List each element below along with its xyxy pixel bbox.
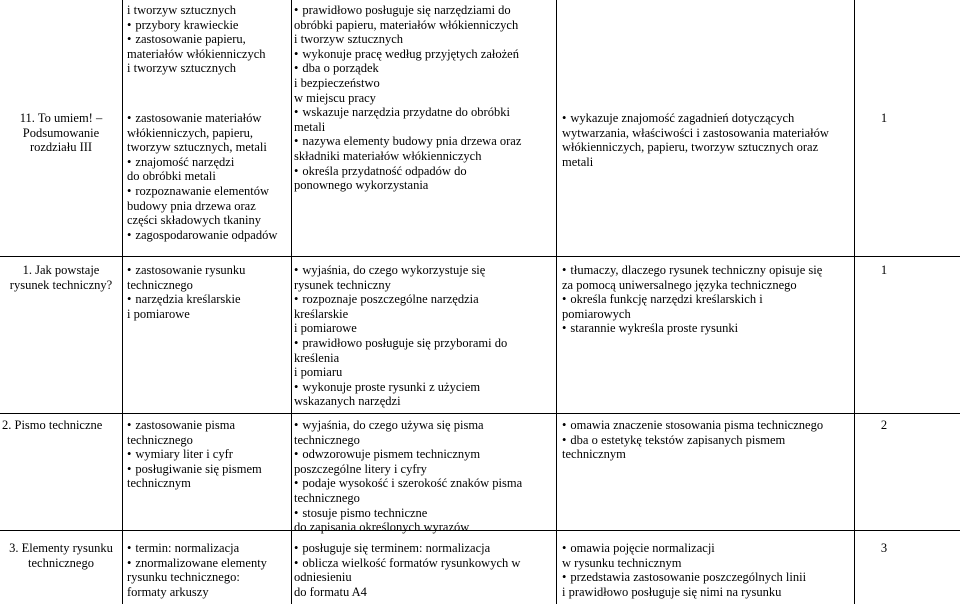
topic-line: 1. Jak powstaje	[22, 263, 100, 277]
bullet-item: • prawidłowo posługuje się narzędziami do	[294, 3, 521, 18]
bullet-item: • określa przydatność odpadów do	[294, 164, 521, 179]
content-cell	[127, 111, 277, 242]
bullet-item: • posługiwanie się pismem	[127, 462, 262, 477]
topic-line: Podsumowanie	[22, 125, 100, 140]
bullet-item: • wykazuje znajomość zagadnień dotyczących	[562, 111, 829, 126]
bullet-item: • znormalizowane elementy	[127, 556, 267, 571]
bullet-continuation: w rysunku technicznym	[562, 555, 682, 570]
basic-requirements-cell	[294, 263, 507, 409]
bullet-continuation: formaty arkuszy	[127, 584, 209, 599]
bullet-continuation: części składowych tkaniny	[127, 213, 261, 228]
bullet-item: • przybory krawieckie	[127, 18, 266, 33]
column-divider	[556, 0, 557, 604]
bullet-continuation: do formatu A4	[294, 584, 367, 599]
bullet-continuation: kreślenia	[294, 350, 340, 365]
basic-requirements-cell	[294, 418, 522, 535]
bullet-item: • omawia pojęcie normalizacji	[562, 541, 806, 556]
bullet-item: • zagospodarowanie odpadów	[127, 228, 277, 243]
bullet-item: • określa funkcję narzędzi kreślarskich i	[562, 292, 822, 307]
bullet-continuation: za pomocą uniwersalnego języka technicznego	[562, 277, 797, 292]
bullet-item: • narzędzia kreślarskie	[127, 292, 245, 307]
bullet-item: • rozpoznaje poszczególne narzędzia	[294, 292, 507, 307]
bullet-item: • wykonuje proste rysunki z użyciem	[294, 380, 507, 395]
bullet-continuation: i tworzyw sztucznych	[127, 3, 236, 17]
topic-cell	[2, 418, 102, 433]
row-divider	[0, 256, 960, 257]
topic-line: 2. Pismo techniczne	[2, 418, 103, 432]
bullet-continuation: włókienniczych, papieru,	[127, 125, 253, 140]
bullet-item: • stosuje pismo techniczne	[294, 506, 522, 521]
bullet-continuation: technicznym	[562, 447, 626, 462]
bullet-item: • dba o estetykę tekstów zapisanych pismem	[562, 433, 823, 448]
column-divider	[291, 0, 292, 604]
bullet-item: • wyjaśnia, do czego używa się pisma	[294, 418, 522, 433]
bullet-continuation: do zapisania określonych wyrazów	[294, 520, 470, 535]
bullet-continuation: materiałów włókienniczych	[127, 46, 266, 61]
bullet-item: • znajomość narzędzi	[127, 155, 277, 170]
bullet-item: • omawia znaczenie stosowania pisma technicznego	[562, 418, 823, 433]
bullet-continuation: i tworzyw sztucznych	[127, 61, 236, 76]
bullet-continuation: i bezpieczeństwo	[294, 75, 380, 90]
bullet-item: • wskazuje narzędzia przydatne do obróbki	[294, 105, 521, 120]
bullet-continuation: ponownego wykorzystania	[294, 178, 429, 193]
topic-cell	[0, 263, 122, 292]
extended-requirements-cell	[562, 418, 823, 462]
hours-value: 1	[880, 263, 888, 277]
column-divider	[122, 0, 123, 604]
bullet-continuation: tworzyw sztucznych, metali	[127, 140, 267, 155]
extended-requirements-cell	[562, 263, 822, 336]
content-cell	[127, 263, 245, 321]
bullet-continuation: budowy pnia drzewa oraz	[127, 198, 256, 213]
bullet-continuation: obróbki papieru, materiałów włókienniczych	[294, 17, 519, 32]
basic-requirements-cell	[294, 3, 521, 193]
bullet-item: • zastosowanie materiałów	[127, 111, 277, 126]
bullet-item: • rozpoznawanie elementów	[127, 184, 277, 199]
bullet-continuation: i prawidłowo posługuje się nimi na rysunku	[562, 584, 782, 599]
bullet-item: • prawidłowo posługuje się przyborami do	[294, 336, 507, 351]
bullet-continuation: technicznego	[294, 432, 360, 447]
bullet-continuation: i pomiarowe	[127, 306, 190, 321]
content-cell	[127, 541, 267, 599]
bullet-continuation: i pomiarowe	[294, 321, 357, 336]
bullet-item: • oblicza wielkość formatów rysunkowych w	[294, 556, 520, 571]
bullet-item: • przedstawia zastosowanie poszczególnych linii	[562, 570, 806, 585]
basic-requirements-cell	[294, 541, 520, 599]
bullet-continuation: wskazanych narzędzi	[294, 394, 401, 409]
bullet-continuation: technicznego	[294, 490, 360, 505]
bullet-item: • podaje wysokość i szerokość znaków pisma	[294, 476, 522, 491]
bullet-continuation: kreślarskie	[294, 306, 349, 321]
bullet-item: • termin: normalizacja	[127, 541, 267, 556]
bullet-continuation: technicznego	[127, 432, 193, 447]
bullet-continuation: poszczególne litery i cyfry	[294, 461, 427, 476]
bullet-continuation: składniki materiałów włókienniczych	[294, 148, 482, 163]
topic-line: rysunek techniczny?	[9, 277, 113, 292]
bullet-continuation: metali	[294, 119, 326, 134]
extended-requirements-cell	[562, 111, 829, 169]
bullet-continuation: i pomiaru	[294, 365, 343, 380]
content-cell	[127, 418, 262, 491]
bullet-continuation: rysunku technicznego:	[127, 570, 240, 585]
bullet-item: • odwzorowuje pismem technicznym	[294, 447, 522, 462]
bullet-continuation: pomiarowych	[562, 306, 631, 321]
topic-cell	[0, 541, 122, 570]
bullet-item: • wyjaśnia, do czego wykorzystuje się	[294, 263, 507, 278]
bullet-item: • zastosowanie pisma	[127, 418, 262, 433]
row-divider	[0, 413, 960, 414]
bullet-continuation: rysunek techniczny	[294, 277, 391, 292]
bullet-item: • starannie wykreśla proste rysunki	[562, 321, 822, 336]
bullet-item: • zastosowanie rysunku	[127, 263, 245, 278]
topic-cell	[0, 111, 122, 155]
bullet-continuation: odniesieniu	[294, 570, 352, 585]
bullet-item: • tłumaczy, dlaczego rysunek techniczny opisuje się	[562, 263, 822, 278]
content-cell	[127, 3, 266, 76]
bullet-item: • posługuje się terminem: normalizacja	[294, 541, 520, 556]
bullet-continuation: i tworzyw sztucznych	[294, 32, 403, 47]
bullet-continuation: włókienniczych, papieru, tworzyw sztucznych oraz	[562, 140, 819, 155]
extended-requirements-cell	[562, 541, 806, 599]
bullet-item: • nazywa elementy budowy pnia drzewa oraz	[294, 134, 521, 149]
bullet-item: • dba o porządek	[294, 61, 521, 76]
topic-line: rozdziału III	[29, 140, 93, 155]
bullet-item: • wymiary liter i cyfr	[127, 447, 262, 462]
bullet-continuation: technicznym	[127, 476, 191, 491]
bullet-item: • wykonuje pracę według przyjętych założeń	[294, 47, 521, 62]
topic-line: 3. Elementy rysunku	[9, 541, 113, 555]
column-divider	[854, 0, 855, 604]
hours-value: 2	[880, 418, 888, 432]
bullet-continuation: metali	[562, 154, 594, 169]
bullet-continuation: w miejscu pracy	[294, 90, 376, 105]
bullet-continuation: do obróbki metali	[127, 169, 216, 184]
bullet-item: • zastosowanie papieru,	[127, 32, 266, 47]
hours-value: 3	[880, 541, 888, 555]
hours-value: 1	[880, 111, 888, 125]
bullet-continuation: wytwarzania, właściwości i zastosowania materiałów	[562, 125, 829, 140]
topic-line: 11. To umiem! –	[19, 111, 103, 125]
topic-line: technicznego	[28, 555, 94, 570]
bullet-continuation: technicznego	[127, 277, 193, 292]
